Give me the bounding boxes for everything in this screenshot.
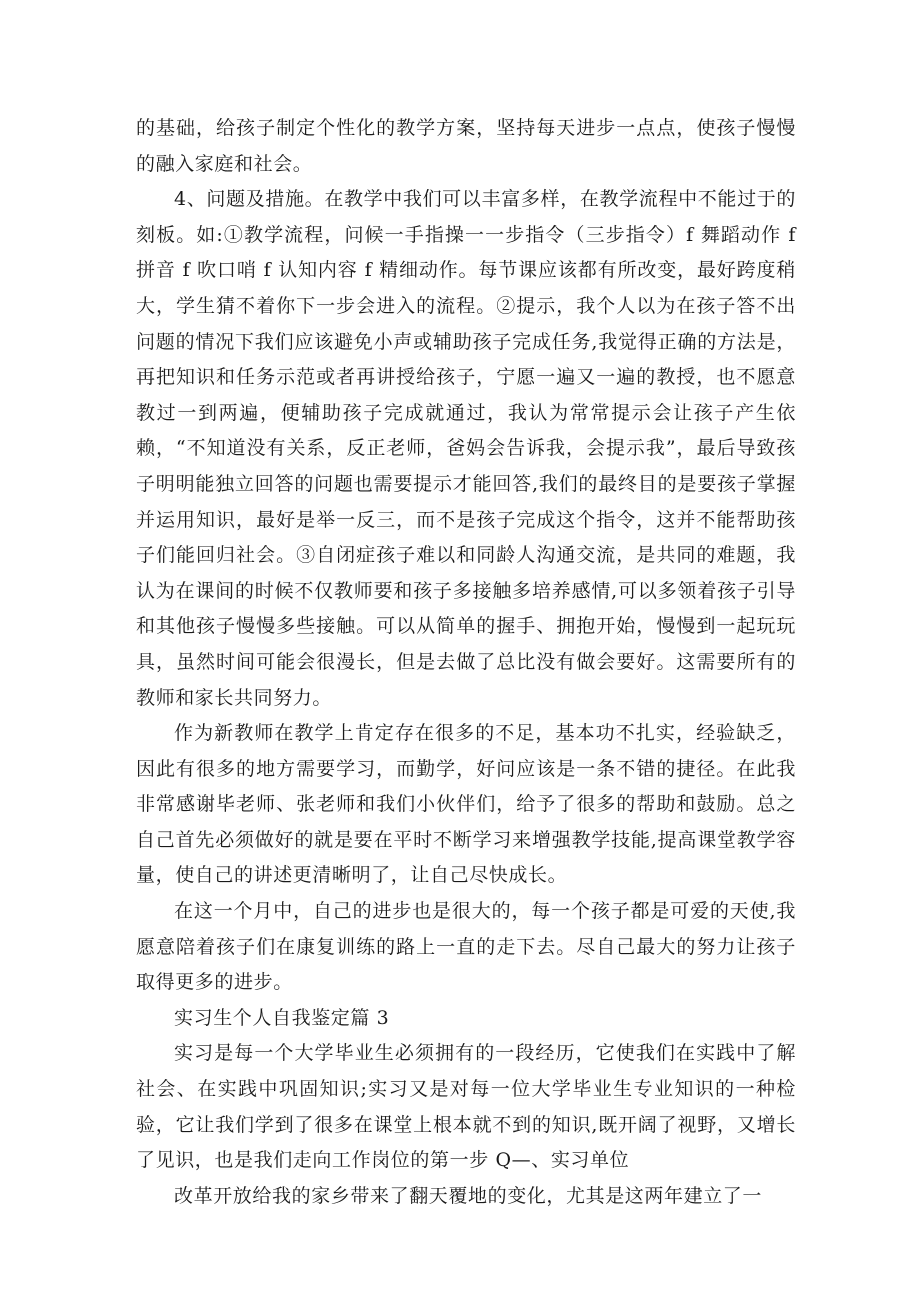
paragraph-new-teacher: 作为新教师在教学上肯定存在很多的不足，基本功不扎实，经验缺乏，因此有很多的地方需要学习，而勤学，好问应该是一条不错的捷径。在此我非常感谢毕老师、张老师和我们小伙伴们，给予了很多的帮助和鼓励。总之自己首先必须做好的就是要在平时不断学习来增强教学技能,提高课堂教学容量，使自己的讲述更清晰明了，让自己尽快成长。 — [136, 722, 796, 887]
section-heading: 实习生个人自我鉴定篇 3 — [174, 1006, 390, 1029]
paragraph-continuation: 的基础，给孩子制定个性化的教学方案，坚持每天进步一点点，使孩子慢慢的融入家庭和社会。 — [136, 117, 796, 175]
document-body — [136, 111, 796, 1214]
paragraph-progress: 在这一个月中，自己的进步也是很大的，每一个孩子都是可爱的天使,我愿意陪着孩子们在康复训练的路上一直的走下去。尽自己最大的努力让孩子取得更多的进步。 — [136, 900, 796, 994]
paragraph-reform: 改革开放给我的家乡带来了翻天覆地的变化，尤其是这两年建立了一 — [174, 1184, 763, 1207]
paragraph-problems-measures: 4、问题及措施。在教学中我们可以丰富多样，在教学流程中不能过于的刻板。如:①教学流程，问候一手指操一一步指令（三步指令）f 舞蹈动作 f 拼音 f 吹口哨 f 认知内容 f 精细动作。每节课应该都有所改变，最好跨度稍大，学生猜不着你下一步会进入的流程。②提示，我个人以为在孩子答不出问题的情况下我们应该避免小声或辅助孩子完成任务,我觉得正确的方法是，再把知识和任务示范或者再讲授给孩子，宁愿一遍又一遍的教授，也不愿意教过一到两遍，便辅助孩子完成就通过，我认为常常提示会让孩子产生依赖，“不知道没有关系，反正老师，爸妈会告诉我，会提示我”，最后导致孩子明明能独立回答的问题也需要提示才能回答,我们的最终目的是要孩子掌握并运用知识，最好是举一反三，而不是孩子完成这个指令，这并不能帮助孩子们能回归社会。③自闭症孩子难以和同龄人沟通交流，是共同的难题，我认为在课间的时候不仅教师要和孩子多接触多培养感情,可以多领着孩子引导和其他孩子慢慢多些接触。可以从简单的握手、拥抱开始，慢慢到一起玩玩具，虽然时间可能会很漫长，但是去做了总比没有做会要好。这需要所有的教师和家长共同努力。 — [136, 188, 796, 709]
paragraph-internship-intro: 实习是每一个大学毕业生必须拥有的一段经历，它使我们在实践中了解社会、在实践中巩固知识;实习又是对每一位大学毕业生专业知识的一种检验，它让我们学到了很多在课堂上根本就不到的知识,既开阔了视野，又增长了见识，也是我们走向工作岗位的第一步 Q—、实习单位 — [136, 1042, 796, 1172]
